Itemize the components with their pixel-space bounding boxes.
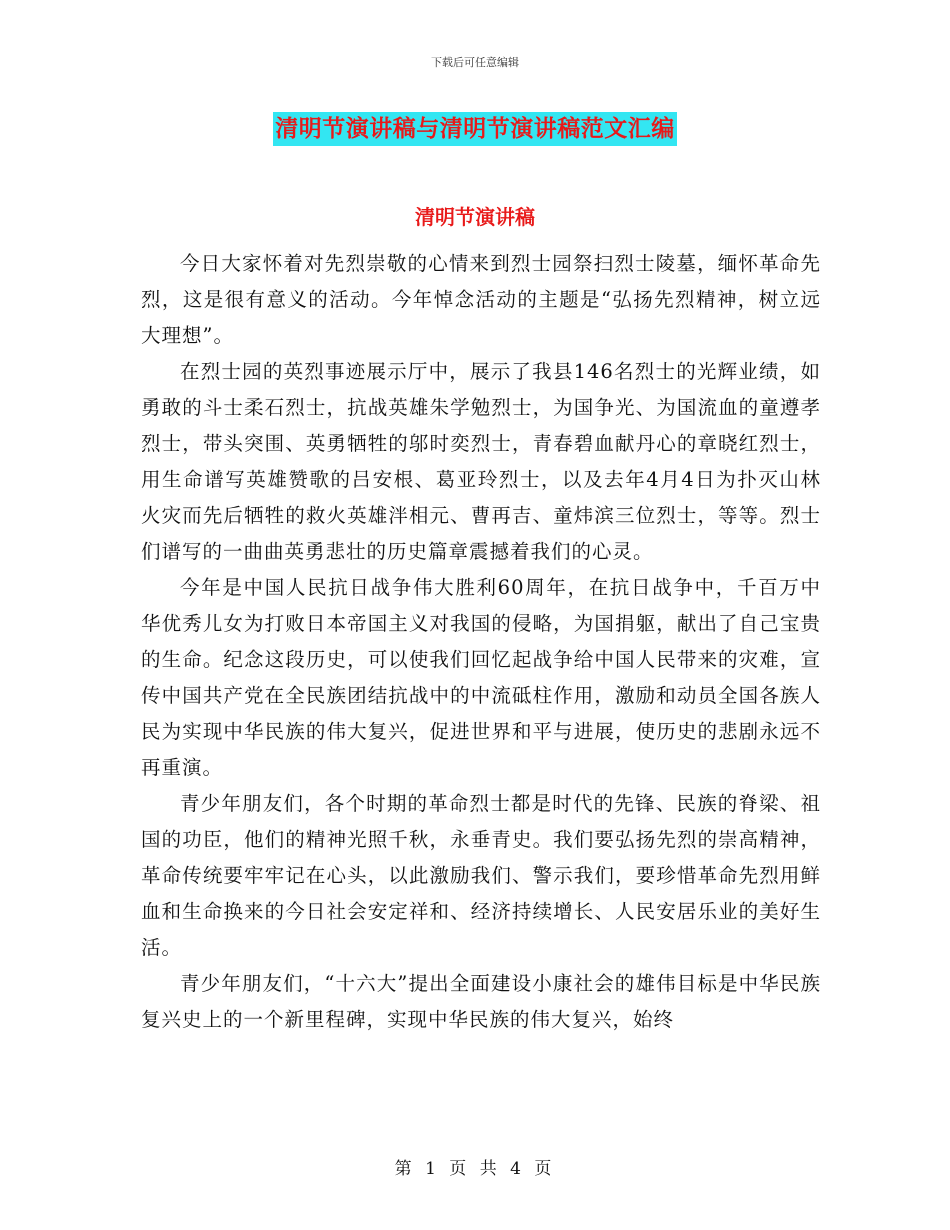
section-heading: 清明节演讲稿	[415, 205, 535, 229]
page-number-footer: 第 1 页 共 4 页	[394, 1159, 556, 1179]
body-paragraph: 在烈士园的英烈事迹展示厅中，展示了我县146名烈士的光辉业绩，如勇敢的斗士柔石烈士，抗战英雄朱学勉烈士，为国争光、为国流血的童遵孝烈士，带头突围、英勇牺牲的邬时奕烈士，青春碧血献丹心的章晓红烈士，用生命谱写英雄赞歌的吕安根、葛亚玲烈士，以及去年4月4日为扑灭山林火灾而先后牺牲的救火英雄泮相元、曹再吉、童炜滨三位烈士，等等。烈士们谱写的一曲曲英勇悲壮的历史篇章震撼着我们的心灵。	[141, 360, 821, 563]
body-paragraph: 青少年朋友们，各个时期的革命烈士都是时代的先锋、民族的脊梁、祖国的功臣，他们的精神光照千秋，永垂青史。我们要弘扬先烈的崇高精神，革命传统要牢牢记在心头，以此激励我们、警示我们，要珍惜革命先烈用鲜血和生命换来的今日社会安定祥和、经济持续增长、人民安居乐业的美好生活。	[141, 792, 821, 959]
body-paragraph: 今年是中国人民抗日战争伟大胜利60周年，在抗日战争中，千百万中华优秀儿女为打败日本帝国主义对我国的侵略，为国捐躯，献出了自己宝贵的生命。纪念这段历史，可以使我们回忆起战争给中国人民带来的灾难，宣传中国共产党在全民族团结抗战中的中流砥柱作用，激励和动员全国各族人民为实现中华民族的伟大复兴，促进世界和平与进展，使历史的悲剧永远不再重演。	[141, 576, 821, 779]
page-header-note: 下载后可任意编辑	[431, 56, 519, 69]
document-title-container	[0, 112, 950, 146]
body-paragraph: 青少年朋友们，“十六大”提出全面建设小康社会的雄伟目标是中华民族复兴史上的一个新里程碑，实现中华民族的伟大复兴，始终	[141, 972, 821, 1031]
document-title: 清明节演讲稿与清明节演讲稿范文汇编	[273, 112, 677, 146]
body-paragraph: 今日大家怀着对先烈崇敬的心情来到烈士园祭扫烈士陵墓，缅怀革命先烈，这是很有意义的活动。今年悼念活动的主题是“弘扬先烈精神，树立远大理想”。	[141, 252, 821, 347]
document-body	[141, 246, 821, 1038]
